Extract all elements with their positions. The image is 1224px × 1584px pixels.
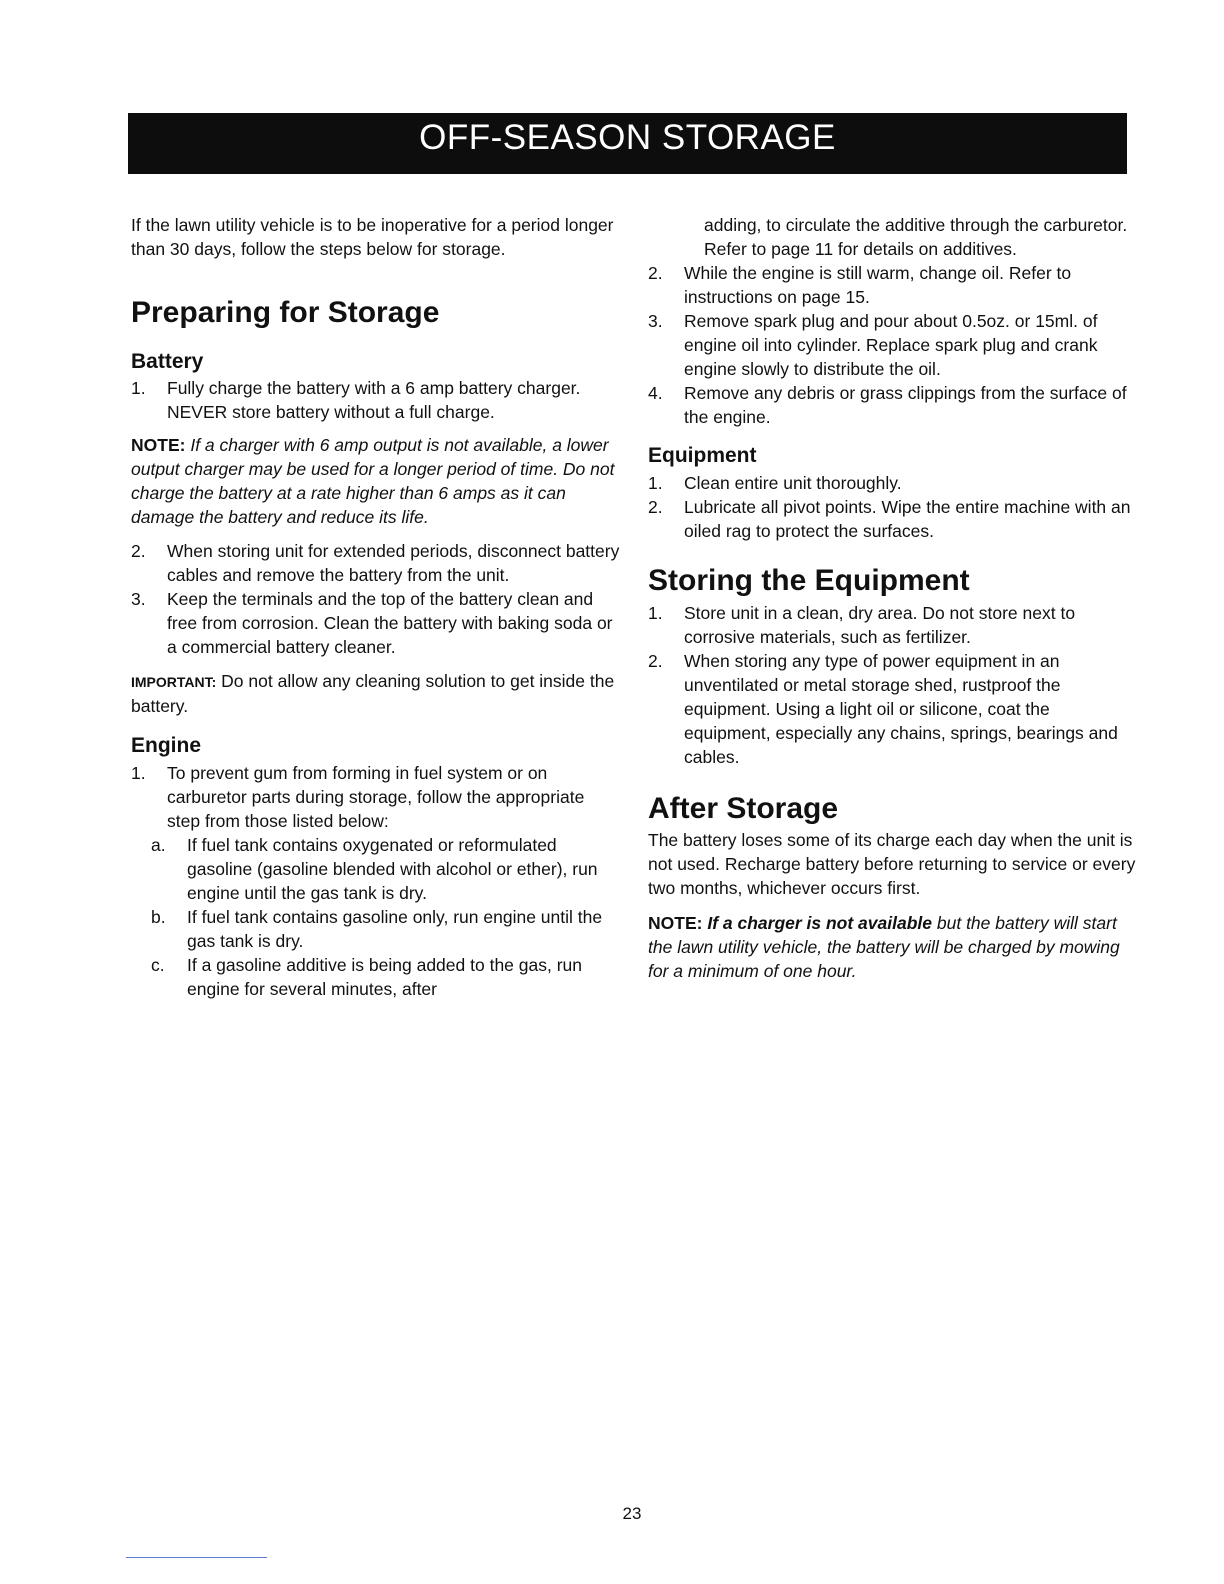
- list-item: [648, 471, 1138, 495]
- sub-list-item: [131, 905, 621, 953]
- heading-battery: Battery: [131, 350, 204, 373]
- list-text: Clean entire unit thoroughly.: [684, 473, 902, 493]
- engine-substeps: [131, 833, 621, 1001]
- list-number: 2.: [648, 497, 663, 517]
- sub-list-text: If fuel tank contains gasoline only, run engine until the gas tank is dry.: [187, 907, 603, 951]
- list-text: To prevent gum from forming in fuel system or on carburetor parts during storage, follow the appropriate step from those listed below:: [167, 763, 585, 831]
- right-column: [648, 213, 1138, 983]
- list-number: 1.: [648, 603, 663, 623]
- heading-storing-the-equipment: Storing the Equipment: [648, 564, 970, 597]
- battery-steps-part1: [131, 376, 621, 424]
- list-number: 2.: [648, 651, 663, 671]
- list-number: 1.: [648, 473, 663, 493]
- after-storage-note: [648, 911, 1138, 983]
- after-storage-paragraph: The battery loses some of its charge each day when the unit is not used. Recharge battery before returning to service or every two months, whichever occurs first.: [648, 830, 1136, 898]
- sub-list-text: If a gasoline additive is being added to the gas, run engine for several minutes, after: [187, 955, 582, 999]
- heading-after-storage: After Storage: [648, 792, 839, 825]
- list-item: [131, 376, 621, 424]
- note-text: If a charger with 6 amp output is not available, a lower output charger may be used for a longer period of time. Do not charge the battery at a rate higher than 6 amps as it can damage the battery and reduce its life.: [131, 435, 615, 527]
- list-item: [648, 381, 1138, 429]
- sub-list-text: If fuel tank contains oxygenated or reformulated gasoline (gasoline blended with alcohol or ether), run engine until the gas tank is dry.: [187, 835, 598, 903]
- list-text: When storing unit for extended periods, disconnect battery cables and remove the battery from the unit.: [167, 541, 620, 585]
- important-label: IMPORTANT:: [131, 674, 217, 690]
- left-column: [131, 213, 621, 1001]
- engine-substep-continuation: adding, to circulate the additive through the carburetor. Refer to page 11 for details on additives.: [704, 215, 1128, 259]
- page-number: 23: [622, 1504, 642, 1523]
- list-item: [648, 309, 1138, 381]
- list-text: Lubricate all pivot points. Wipe the entire machine with an oiled rag to protect the surfaces.: [684, 497, 1131, 541]
- list-item: [648, 649, 1138, 769]
- battery-steps-part2: [131, 539, 621, 659]
- note-label: NOTE:: [131, 435, 186, 455]
- sub-list-letter: c.: [151, 955, 165, 975]
- storing-steps: [648, 601, 1138, 769]
- engine-steps-part1: [131, 761, 621, 833]
- list-number: 3.: [648, 311, 663, 331]
- list-text: While the engine is still warm, change oil. Refer to instructions on page 15.: [684, 263, 1072, 307]
- list-text: When storing any type of power equipment in an unventilated or metal storage shed, rustproof the equipment. Using a light oil or silicone, coat the equipment, especially any chains, springs, bearings and cables.: [684, 651, 1118, 767]
- list-item: [648, 261, 1138, 309]
- engine-steps-part2: [648, 261, 1138, 429]
- note-text: but the battery will start the lawn utility vehicle, the battery will be charged by mowing for a minimum of one hour.: [648, 913, 1120, 981]
- list-item: [648, 495, 1138, 543]
- list-number: 4.: [648, 383, 663, 403]
- list-number: 2.: [648, 263, 663, 283]
- list-number: 1.: [131, 378, 146, 398]
- intro-paragraph: If the lawn utility vehicle is to be inoperative for a period longer than 30 days, follow the steps below for storage.: [131, 215, 614, 259]
- important-text: Do not allow any cleaning solution to get inside the battery.: [131, 671, 615, 716]
- battery-note: [131, 433, 621, 529]
- list-text: Remove spark plug and pour about 0.5oz. or 15ml. of engine oil into cylinder. Replace spark plug and crank engine slowly to distribute the oil.: [684, 311, 1098, 379]
- list-text: Fully charge the battery with a 6 amp battery charger. NEVER store battery without a full charge.: [167, 378, 581, 422]
- heading-engine: Engine: [131, 734, 202, 757]
- list-number: 2.: [131, 541, 146, 561]
- list-text: Keep the terminals and the top of the battery clean and free from corrosion. Clean the battery with baking soda or a commercial battery cleaner.: [167, 589, 613, 657]
- heading-preparing-for-storage: Preparing for Storage: [131, 296, 440, 329]
- section-title-banner: [128, 113, 1127, 174]
- list-item: [131, 587, 621, 659]
- sub-list-letter: b.: [151, 907, 166, 927]
- footer-rule: [126, 1557, 267, 1558]
- equipment-steps: [648, 471, 1138, 543]
- sub-list-item: [131, 953, 621, 1001]
- list-item: [131, 761, 621, 833]
- heading-equipment: Equipment: [648, 444, 757, 467]
- sub-list-item: [131, 833, 621, 905]
- list-item: [648, 601, 1138, 649]
- note-emphasis: If a charger is not available: [707, 913, 932, 933]
- sub-list-letter: a.: [151, 835, 166, 855]
- list-text: Store unit in a clean, dry area. Do not store next to corrosive materials, such as fertilizer.: [684, 603, 1076, 647]
- list-text: Remove any debris or grass clippings from the surface of the engine.: [684, 383, 1127, 427]
- note-label: NOTE:: [648, 913, 703, 933]
- section-title: OFF-SEASON STORAGE: [419, 118, 836, 157]
- important-note: [131, 669, 621, 718]
- list-number: 1.: [131, 763, 146, 783]
- list-number: 3.: [131, 589, 146, 609]
- list-item: [131, 539, 621, 587]
